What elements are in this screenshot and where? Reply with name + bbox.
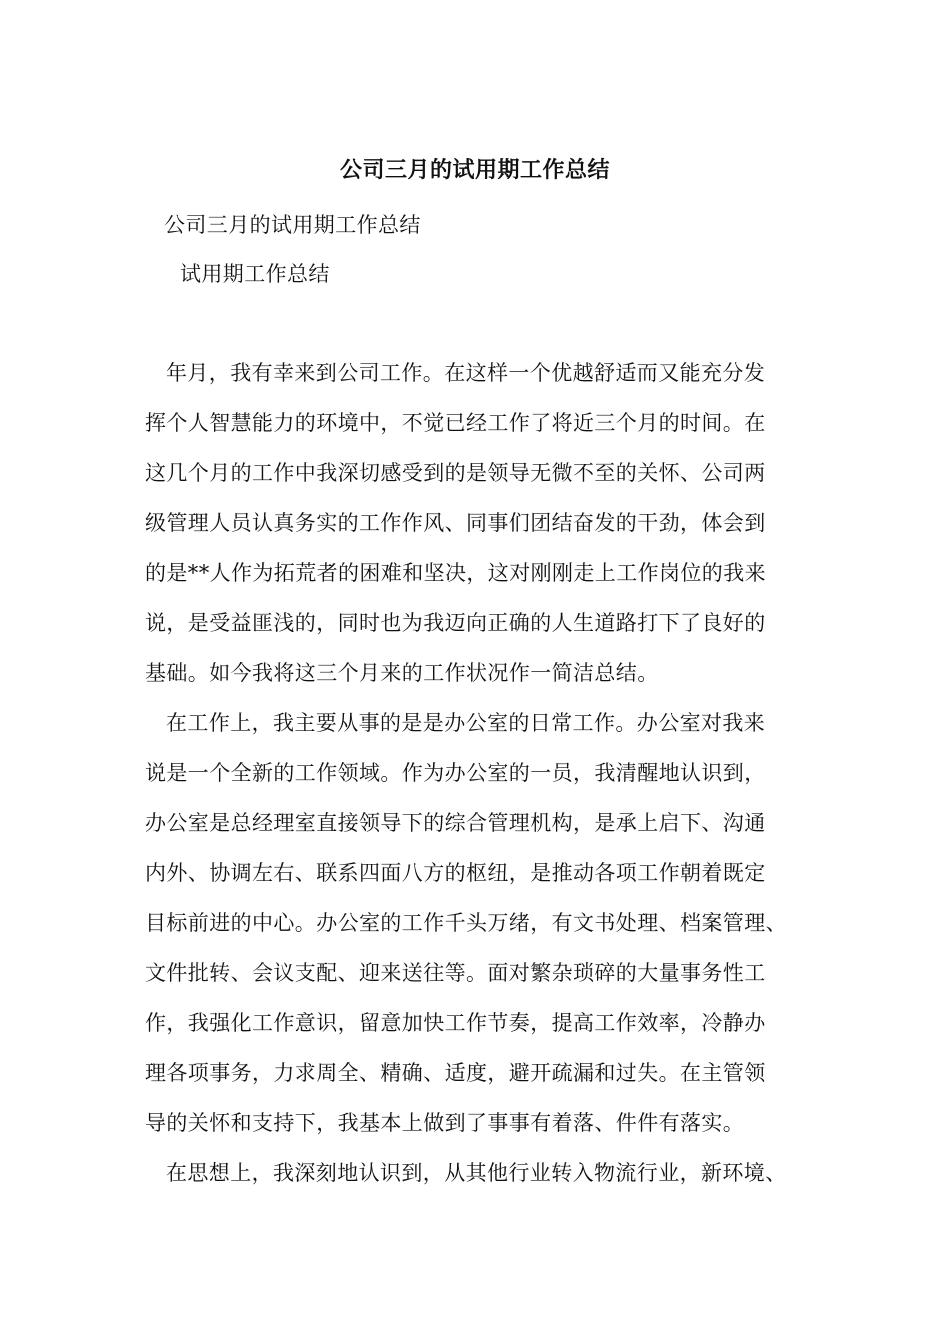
paragraph-line: 作，我强化工作意识，留意加快工作节奏，提高工作效率，冷静办 — [145, 1011, 766, 1035]
document-title: 公司三月的试用期工作总结 — [339, 157, 610, 183]
paragraph-line: 文件批转、会议支配、迎来送往等。面对繁杂琐碎的大量事务性工 — [145, 961, 766, 985]
paragraph-line: 说，是受益匪浅的，同时也为我迈向正确的人生道路打下了良好的 — [145, 611, 766, 635]
paragraph-line: 的是**人作为拓荒者的困难和坚决，这对刚刚走上工作岗位的我来 — [145, 561, 766, 585]
paragraph-line: 基础。如今我将这三个月来的工作状况作一简洁总结。 — [145, 661, 659, 685]
paragraph-line: 说是一个全新的工作领域。作为办公室的一员，我清醒地认识到， — [145, 761, 766, 785]
paragraph-line: 目标前进的中心。办公室的工作千头万绪，有文书处理、档案管理、 — [145, 911, 787, 935]
paragraph-line: 在思想上，我深刻地认识到，从其他行业转入物流行业，新环境、 — [166, 1161, 787, 1185]
section-heading: 试用期工作总结 — [180, 262, 330, 286]
document-subtitle: 公司三月的试用期工作总结 — [164, 213, 421, 237]
paragraph-line: 这几个月的工作中我深切感受到的是领导无微不至的关怀、公司两 — [145, 461, 766, 485]
paragraph-line: 办公室是总经理室直接领导下的综合管理机构，是承上启下、沟通 — [145, 811, 766, 835]
paragraph-line: 挥个人智慧能力的环境中，不觉已经工作了将近三个月的时间。在 — [145, 411, 766, 435]
paragraph-line: 导的关怀和支持下，我基本上做到了事事有着落、件件有落实。 — [145, 1111, 745, 1135]
paragraph-line: 内外、协调左右、联系四面八方的枢纽，是推动各项工作朝着既定 — [145, 861, 766, 885]
paragraph-line: 年月，我有幸来到公司工作。在这样一个优越舒适而又能充分发 — [166, 361, 766, 385]
paragraph-line: 理各项事务，力求周全、精确、适度，避开疏漏和过失。在主管领 — [145, 1061, 766, 1085]
paragraph-line: 在工作上，我主要从事的是是办公室的日常工作。办公室对我来 — [166, 711, 766, 735]
paragraph-line: 级管理人员认真务实的工作作风、同事们团结奋发的干劲，体会到 — [145, 511, 766, 535]
